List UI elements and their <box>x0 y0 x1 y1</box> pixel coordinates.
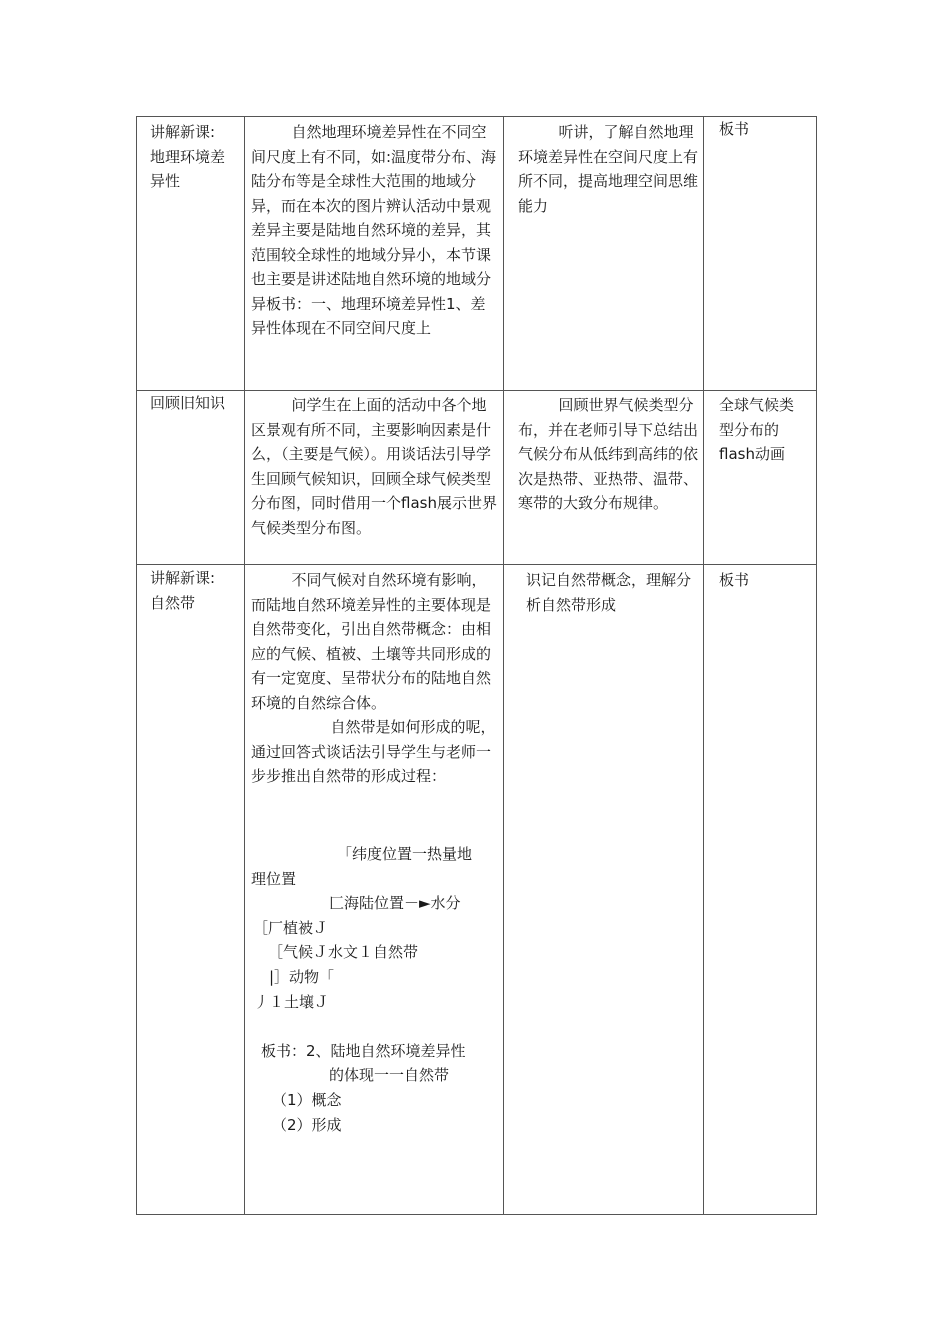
row3-teacher-cell <box>251 568 498 789</box>
board-line: （1）概念 <box>272 1091 342 1109</box>
row1-student-cell <box>518 120 698 218</box>
notes-text: 板书 <box>719 120 750 138</box>
row3-student-cell <box>526 568 700 617</box>
diagram-line: ［气候Ｊ水文１自然带 <box>268 943 419 961</box>
board-line: （2）形成 <box>272 1116 342 1134</box>
row1-stage-cell <box>150 120 242 194</box>
row1-teacher-cell <box>251 120 498 341</box>
stage-label: 地理环境差 <box>150 147 226 166</box>
diagram-line: 理位置 <box>251 870 297 888</box>
diagram-line: 匚海陆位置－►水分 <box>329 894 461 912</box>
row2-notes-cell <box>719 393 813 467</box>
stage-label: 讲解新课: <box>150 123 216 141</box>
board-line: 板书：2、陆地自然环境差异性 <box>261 1042 466 1060</box>
stage-label: 异性 <box>150 172 181 190</box>
diagram-line: 「纬度位置一热量地 <box>337 845 473 863</box>
diagram-line: 丿１土壤Ｊ <box>254 993 330 1011</box>
board-line: 的体现一一自然带 <box>329 1066 450 1084</box>
notes-text: 型分布的 <box>719 420 780 439</box>
column-divider <box>244 117 245 1214</box>
column-divider <box>503 117 504 1214</box>
row3-stage-cell <box>150 566 242 615</box>
row2-student-cell <box>518 393 698 516</box>
stage-label: 讲解新课: <box>150 569 216 587</box>
student-activity-text: 回顾世界气候类型分布，并在老师引导下总结出气候分布从低纬到高纬的依次是热带、亚热带、温带、寒带的大致分布规律。 <box>518 396 699 512</box>
diagram-line: ［厂植被Ｊ <box>253 919 329 937</box>
diagram-line: |］动物「 <box>269 968 335 986</box>
lesson-plan-table <box>136 116 817 1215</box>
row2-stage-cell <box>150 391 242 416</box>
notes-text: flash动画 <box>719 445 785 463</box>
column-divider <box>703 117 704 1214</box>
notes-text: 全球气候类 <box>719 396 795 414</box>
row1-notes-cell <box>719 117 813 142</box>
row3-notes-cell <box>719 568 813 593</box>
notes-text: 板书 <box>719 571 750 589</box>
row-divider <box>137 564 816 565</box>
student-activity-text: 识记自然带概念，理解分析自然带形成 <box>526 571 692 614</box>
teacher-activity-text: 自然地理环境差异性在不同空间尺度上有不同，如:温度带分布、海陆分布等是全球性大范围的地域分异，而在本次的图片辨认活动中景观差异主要是陆地自然环境的差异，其范围较全球性的地域分异小，本节课也主要是讲述陆地自然环境的地域分异板书：一、地理环境差异性1、差异性体现在不同空间尺度上 <box>251 123 497 337</box>
teacher-activity-text: 自然带是如何形成的呢，通过回答式谈话法引导学生与老师一步步推出自然带的形成过程： <box>251 718 496 785</box>
teacher-activity-text: 问学生在上面的活动中各个地区景观有所不同，主要影响因素是什么，（主要是气候）。用谈话法引导学生回顾气候知识，回顾全球气候类型分布图，同时借用一个flash展示世界气候类型分布图。 <box>251 396 497 537</box>
stage-label: 回顾旧知识 <box>150 394 226 412</box>
student-activity-text: 听讲，了解自然地理环境差异性在空间尺度上有所不同，提高地理空间思维能力 <box>518 123 699 215</box>
row2-teacher-cell <box>251 393 498 540</box>
stage-label: 自然带 <box>150 593 196 612</box>
teacher-activity-text: 不同气候对自然环境有影响，而陆地自然环境差异性的主要体现是自然带变化，引出自然带概念：由相应的气候、植被、土壤等共同形成的有一定宽度、呈带状分布的陆地自然环境的自然综合体。 <box>251 571 492 712</box>
